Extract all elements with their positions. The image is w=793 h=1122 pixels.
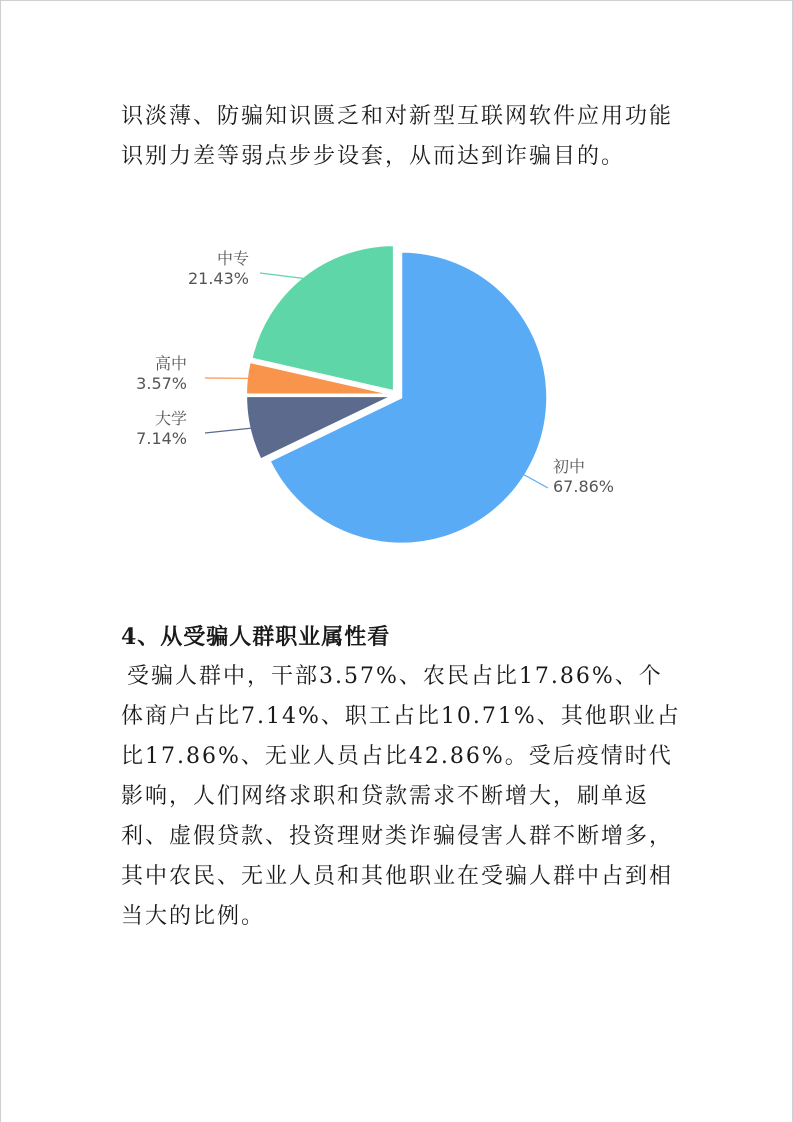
slice-label-0: 初中 xyxy=(553,457,586,476)
intro-paragraph: 识淡薄、防骗知识匮乏和对新型互联网软件应用功能识别力差等弱点步步设套，从而达到诈骗目的。 xyxy=(121,104,674,169)
leader-line-3 xyxy=(260,273,304,279)
slice-percent-0: 67.86% xyxy=(553,477,615,496)
slice-label-1: 大学 xyxy=(154,409,187,428)
education-pie-chart xyxy=(136,230,640,560)
leader-line-1 xyxy=(205,428,252,433)
section-heading: 4、从受骗人群职业属性看 xyxy=(121,624,391,650)
leader-line-0 xyxy=(523,474,548,488)
page-border-left xyxy=(0,0,1,1122)
slice-percent-1: 7.14% xyxy=(136,429,187,448)
slice-label-3: 中专 xyxy=(216,249,249,268)
page-border-top xyxy=(0,0,793,1)
slice-percent-2: 3.57% xyxy=(136,374,187,393)
slice-percent-3: 21.43% xyxy=(187,269,249,288)
slice-label-2: 高中 xyxy=(154,354,187,373)
occupation-paragraph: 受骗人群中，干部3.57%、农民占比17.86%、个体商户占比7.14%、职工占比10.71%、其他职业占比17.86%、无业人员占比42.86%。受后疫情时代影响，人们网络求职和贷款需求不断增大，刷单返利、虚假贷款、投资理财类诈骗侵害人群不断增多，其中农民、无业人员和其他职业在受骗人群中占到相当大的比例。 xyxy=(121,664,681,929)
